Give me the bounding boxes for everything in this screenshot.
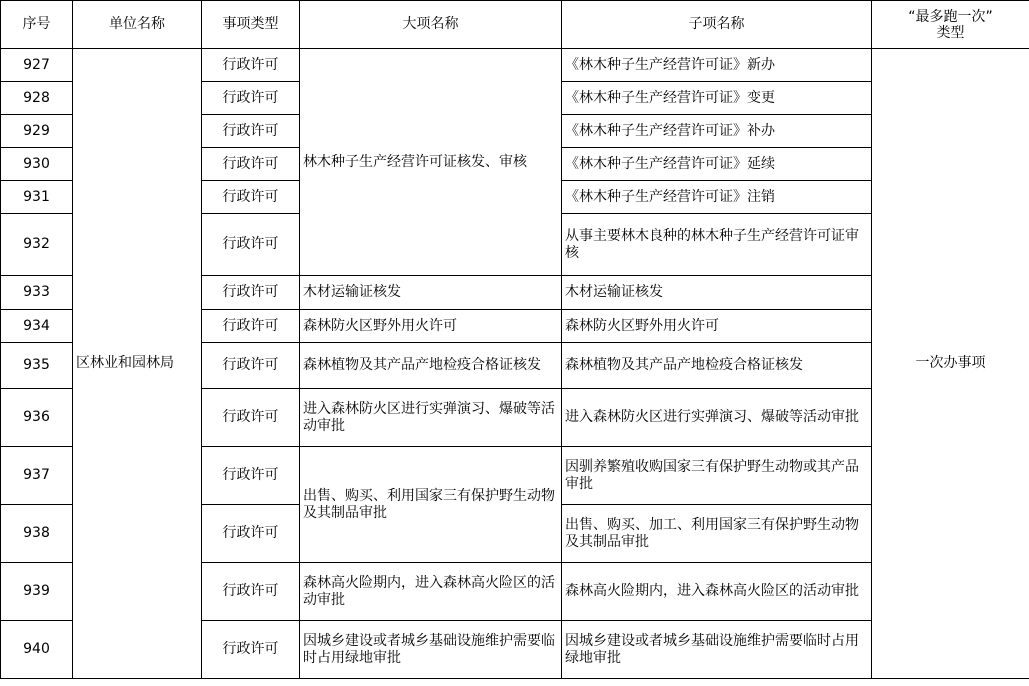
row-sub-item: 《林木种子生产经营许可证》补办 [562,115,872,148]
row-type: 行政许可 [202,276,300,310]
row-sub-item: 木材运输证核发 [562,276,872,310]
major-item-timber: 木材运输证核发 [300,276,562,310]
header-type: 事项类型 [202,1,300,49]
row-index: 928 [1,82,73,115]
row-sub-item: 因城乡建设或者城乡基础设施维护需要临时占用绿地审批 [562,621,872,679]
row-type: 行政许可 [202,181,300,214]
row-type: 行政许可 [202,389,300,447]
row-type: 行政许可 [202,49,300,82]
row-sub-item: 《林木种子生产经营许可证》变更 [562,82,872,115]
row-sub-item: 森林植物及其产品产地检疫合格证核发 [562,343,872,389]
table-row [1,49,1029,82]
row-sub-item: 森林高火险期内，进入森林高火险区的活动审批 [562,563,872,621]
row-type: 行政许可 [202,505,300,563]
row-type: 行政许可 [202,148,300,181]
major-item-wildlife: 出售、购买、利用国家三有保护野生动物及其制品审批 [300,447,562,563]
row-sub-item: 《林木种子生产经营许可证》延续 [562,148,872,181]
major-item-quarantine: 森林植物及其产品产地检疫合格证核发 [300,343,562,389]
header-sub: 子项名称 [562,1,872,49]
row-type: 行政许可 [202,82,300,115]
row-index: 931 [1,181,73,214]
row-index: 938 [1,505,73,563]
row-index: 939 [1,563,73,621]
row-type: 行政许可 [202,343,300,389]
row-index: 937 [1,447,73,505]
header-major: 大项名称 [300,1,562,49]
row-index: 934 [1,310,73,343]
row-index: 930 [1,148,73,181]
unit-name-cell: 区林业和园林局 [73,49,202,679]
major-item-fire: 森林防火区野外用火许可 [300,310,562,343]
row-index: 940 [1,621,73,679]
run-type-cell: 一次办事项 [872,49,1029,679]
header-row [1,1,1029,49]
row-index: 933 [1,276,73,310]
row-type: 行政许可 [202,621,300,679]
row-index: 935 [1,343,73,389]
row-type: 行政许可 [202,447,300,505]
row-sub-item: 森林防火区野外用火许可 [562,310,872,343]
row-type: 行政许可 [202,563,300,621]
row-type: 行政许可 [202,214,300,276]
row-sub-item: 进入森林防火区进行实弹演习、爆破等活动审批 [562,389,872,447]
row-index: 936 [1,389,73,447]
row-sub-item: 《林木种子生产经营许可证》新办 [562,49,872,82]
major-item-highfire: 森林高火险期内，进入森林高火险区的活动审批 [300,563,562,621]
major-item-blast: 进入森林防火区进行实弹演习、爆破等活动审批 [300,389,562,447]
row-type: 行政许可 [202,115,300,148]
row-sub-item: 《林木种子生产经营许可证》注销 [562,181,872,214]
row-type: 行政许可 [202,310,300,343]
header-run-type [872,1,1029,49]
header-run-line1: “最多跑一次” [908,8,993,25]
header-index: 序号 [1,1,73,49]
row-index: 927 [1,49,73,82]
row-sub-item: 从事主要林木良种的林木种子生产经营许可证审核 [562,214,872,276]
row-index: 929 [1,115,73,148]
row-sub-item: 出售、购买、加工、利用国家三有保护野生动物及其制品审批 [562,505,872,563]
row-index: 932 [1,214,73,276]
row-sub-item: 因驯养繁殖收购国家三有保护野生动物或其产品审批 [562,447,872,505]
major-item-seed: 林木种子生产经营许可证核发、审核 [300,49,562,276]
major-item-greenland: 因城乡建设或者城乡基础设施维护需要临时占用绿地审批 [300,621,562,679]
header-run-line2: 类型 [936,24,965,41]
header-unit: 单位名称 [73,1,202,49]
